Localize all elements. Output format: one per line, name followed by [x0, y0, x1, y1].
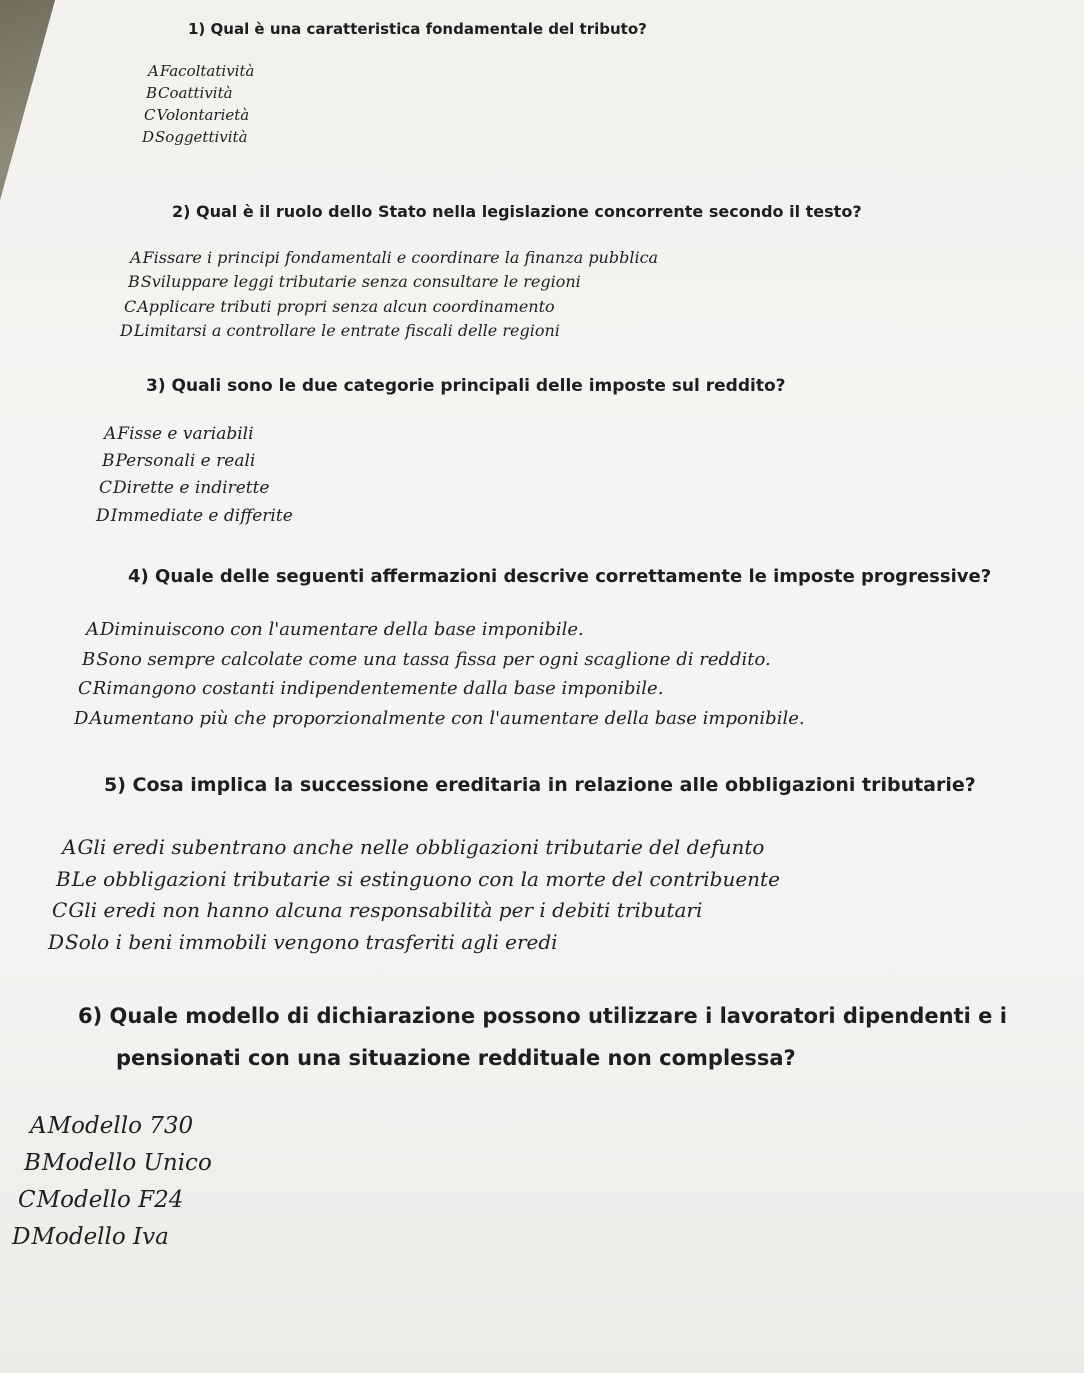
- question-6-option-c: CModello F24: [18, 1187, 184, 1213]
- question-1-option-a: AFacoltatività: [148, 62, 255, 80]
- question-5-option-c: CGli eredi non hanno alcuna responsabilità per i debiti tributari: [52, 898, 703, 922]
- question-4-option-b: BSono sempre calcolate come una tassa fissa per ogni scaglione di reddito.: [82, 649, 771, 670]
- question-4-option-a: ADiminuiscono con l'aumentare della base imponibile.: [86, 619, 584, 640]
- question-2-option-a: AFissare i principi fondamentali e coordinare la finanza pubblica: [130, 248, 659, 267]
- question-6-title-line-2: pensionati con una situazione reddituale non complessa?: [116, 1046, 796, 1070]
- question-1-option-c: CVolontarietà: [144, 106, 250, 124]
- question-3-option-c: CDirette e indirette: [99, 478, 270, 498]
- question-3-option-d: DImmediate e differite: [96, 506, 293, 526]
- question-1-title: 1) Qual è una caratteristica fondamentale del tributo?: [188, 20, 647, 38]
- question-2-title: 2) Qual è il ruolo dello Stato nella legislazione concorrente secondo il testo?: [172, 202, 862, 221]
- question-5-option-d: DSolo i beni immobili vengono trasferiti agli eredi: [48, 930, 558, 954]
- question-2-option-d: DLimitarsi a controllare le entrate fiscali delle regioni: [120, 321, 560, 340]
- question-5-option-b: BLe obbligazioni tributarie si estinguono con la morte del contribuente: [56, 867, 780, 891]
- question-3-title: 3) Quali sono le due categorie principali delle imposte sul reddito?: [146, 376, 786, 396]
- question-3-option-a: AFisse e variabili: [104, 424, 254, 444]
- question-4-title: 4) Quale delle seguenti affermazioni descrive correttamente le imposte progressive?: [128, 566, 992, 587]
- question-2-option-c: CApplicare tributi propri senza alcun coordinamento: [124, 297, 555, 316]
- question-6-option-d: DModello Iva: [12, 1224, 169, 1250]
- question-6-option-a: AModello 730: [30, 1113, 194, 1139]
- question-5-option-a: AGli eredi subentrano anche nelle obbligazioni tributarie del defunto: [62, 835, 765, 859]
- question-1-option-b: BCoattività: [146, 84, 233, 102]
- question-6-title-line-1: 6) Quale modello di dichiarazione possono utilizzare i lavoratori dipendenti e i: [78, 1004, 1007, 1028]
- question-4-option-c: CRimangono costanti indipendentemente dalla base imponibile.: [78, 678, 664, 699]
- question-5-title: 5) Cosa implica la successione ereditaria in relazione alle obbligazioni tributarie?: [104, 774, 976, 796]
- question-1-option-d: DSoggettività: [142, 128, 248, 146]
- question-3-option-b: BPersonali e reali: [102, 451, 256, 471]
- question-2-option-b: BSviluppare leggi tributarie senza consultare le regioni: [128, 272, 581, 291]
- question-6-option-b: BModello Unico: [24, 1150, 212, 1176]
- question-4-option-d: DAumentano più che proporzionalmente con l'aumentare della base imponibile.: [74, 708, 805, 729]
